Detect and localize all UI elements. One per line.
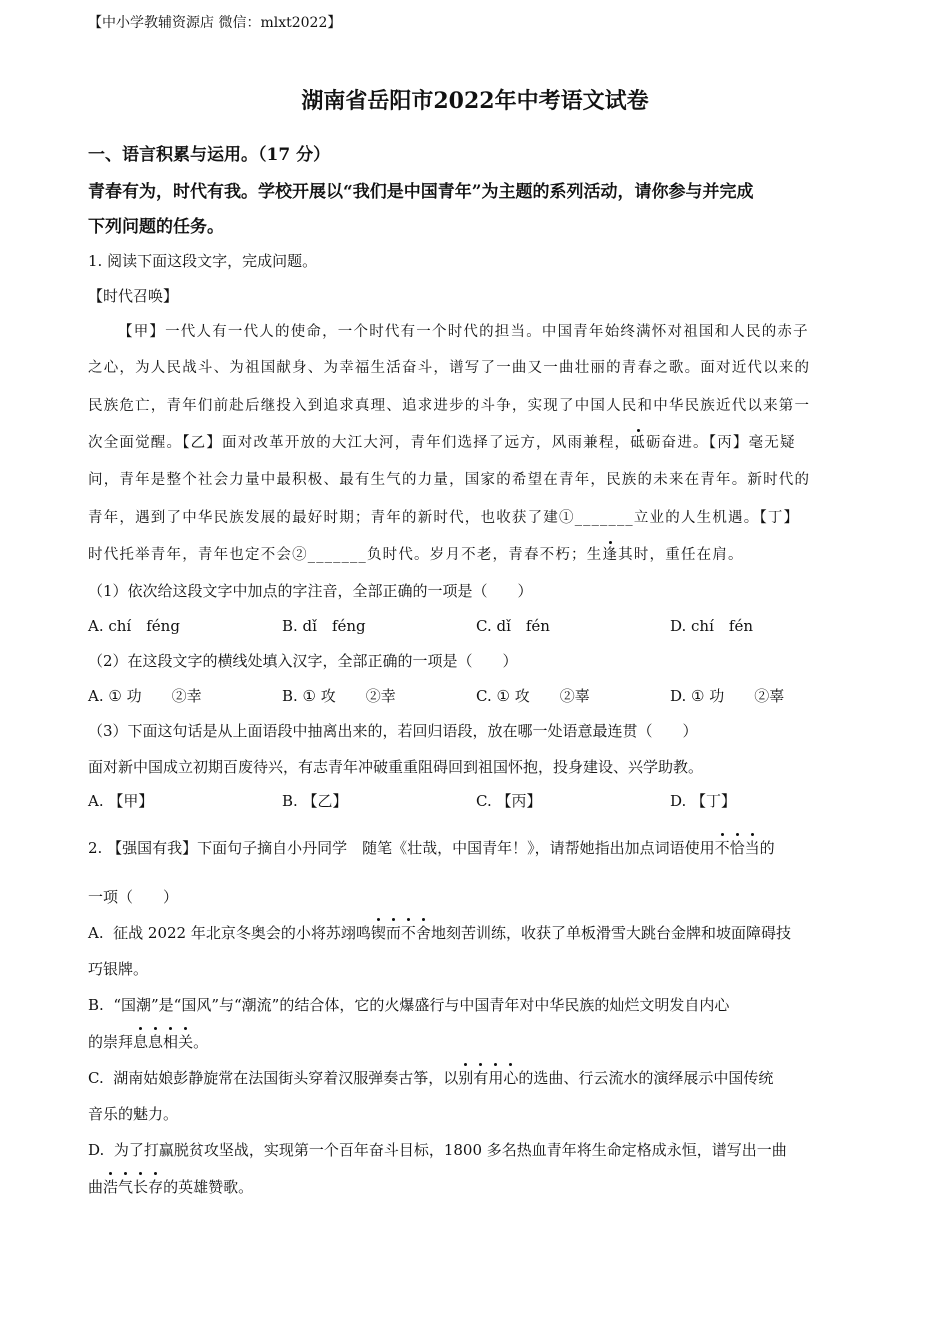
option-q2-a-line-1 xyxy=(88,922,791,943)
emphasis-dot-char: 用 xyxy=(488,1069,504,1087)
sub-question-2: （2）在这段文字的横线处填入汉字，全部正确的一项是（ ） xyxy=(88,652,518,670)
question-2-line-1 xyxy=(88,837,775,858)
emphasis-dot-char: 而 xyxy=(385,924,401,942)
page-header: 【中小学教辅资源店 微信：mlxt2022】 xyxy=(88,15,342,31)
emphasis-dot-char: 浩 xyxy=(103,1178,119,1196)
emphasis-dot-char: 当 xyxy=(744,839,760,857)
passage-line-7 xyxy=(88,543,744,564)
question-2-line-2: 一项（ ） xyxy=(88,888,179,906)
emphasis-dot-char: 舍 xyxy=(415,924,431,942)
passage-line-3: 民族危亡，青年们前赴后继投入到追求真理、追求进步的斗争，实现了中国人民和中华民族近代以来第一 xyxy=(88,398,811,414)
option-d-tail: 的英雄赞歌。 xyxy=(163,1178,254,1196)
option-1b: B. dǐ féng xyxy=(282,617,366,635)
passage-line-6: 青年，遇到了中华民族发展的最好时期；青年的新时代，也收获了建①_______立业的人生机遇。【丁】 xyxy=(88,510,800,526)
dotted-word-c xyxy=(458,1069,518,1087)
emphasis-dot-char: 不 xyxy=(400,924,416,942)
option-1a: A. chí féng xyxy=(88,617,180,635)
question-1-tag: 【时代召唤】 xyxy=(88,287,179,305)
question-2-tail: 的 xyxy=(759,839,775,857)
passage-line-2: 之心，为人民战斗、为祖国献身、为幸福生活奋斗，谱写了一曲又一曲壮丽的青春之歌。面对近代以来的 xyxy=(88,360,811,376)
option-1d: D. chí fén xyxy=(670,617,753,635)
option-2d: D. ① 功 ②辜 xyxy=(670,687,785,705)
passage-line-7-text: 时代托举青年，青年也定不会②_______负时代。岁月不老，青春不朽；生 xyxy=(88,547,603,563)
option-c-tail: 的选曲、行云流水的演绎展示中国传统 xyxy=(518,1069,774,1087)
dotted-word-budangdang xyxy=(715,839,760,857)
passage-line-1: 【甲】一代人有一代人的使命，一个时代有一个时代的担当。中国青年始终满怀对祖国和人民的赤子 xyxy=(118,324,809,340)
dotted-character-1: 砥 xyxy=(630,435,646,451)
option-label: D. xyxy=(88,1141,105,1159)
option-2a: A. ① 功 ②幸 xyxy=(88,687,202,705)
passage-line-4 xyxy=(88,431,796,452)
sub-question-3: （3）下面这句话是从上面语段中抽离出来的，若回归语段，放在哪一处语意最连贯（ ） xyxy=(88,722,698,740)
option-q2-c-line-2: 音乐的魅力。 xyxy=(88,1105,179,1123)
passage-line-4-tail: 砺奋进。【丙】毫无疑 xyxy=(645,435,796,451)
emphasis-dot-char: 相 xyxy=(163,1033,179,1051)
option-label: A. xyxy=(88,924,104,942)
passage-line-4-text: 次全面觉醒。【乙】面对改革开放的大江大河，青年们选择了远方，风雨兼程， xyxy=(88,435,631,451)
option-3b: B. 【乙】 xyxy=(282,792,348,810)
option-q2-c-line-1 xyxy=(88,1067,773,1088)
emphasis-dot-char: 气 xyxy=(118,1178,134,1196)
option-label: B. xyxy=(88,996,104,1014)
passage-line-7-tail: 其时，重任在肩。 xyxy=(618,547,744,563)
option-a-tail: 地刻苦训练，收获了单板滑雪大跳台金牌和坡面障碍技 xyxy=(430,924,791,942)
option-d-head: 曲 xyxy=(88,1178,104,1196)
passage-line-5: 问，青年是整个社会力量中最积极、最有生气的力量，国家的希望在青年，民族的未来在青年。新时代的 xyxy=(88,472,811,488)
option-b-head: 的崇拜 xyxy=(88,1033,134,1051)
option-c-text: 湖南姑娘彭静旋常在法国街头穿着汉服弹奏古筝，以 xyxy=(113,1069,459,1087)
option-q2-d-line-1 xyxy=(88,1139,787,1160)
option-q2-b-line-2 xyxy=(88,1031,208,1052)
option-q2-b-line-1 xyxy=(88,994,729,1015)
emphasis-dot-char: 存 xyxy=(148,1178,164,1196)
section-intro-line-1: 青春有为，时代有我。学校开展以“我们是中国青年”为主题的系列活动，请你参与并完成 xyxy=(88,182,754,202)
emphasis-dot-char: 别 xyxy=(458,1069,474,1087)
option-1c: C. dǐ fén xyxy=(476,617,550,635)
option-d-text: 为了打赢脱贫攻坚战，实现第一个百年奋斗目标，1800 多名热血青年将生命定格成永恒，谱写出一曲 xyxy=(113,1141,787,1159)
option-2c: C. ① 攻 ②辜 xyxy=(476,687,590,705)
dotted-character-2: 逢 xyxy=(602,547,619,563)
emphasis-dot-char: 锲 xyxy=(370,924,386,942)
emphasis-dot-char: 有 xyxy=(473,1069,489,1087)
option-b-text: “国潮”是“国风”与“潮流”的结合体，它的火爆盛行与中国青年对中华民族的灿烂文明发自内心 xyxy=(113,996,730,1014)
option-q2-d-line-2 xyxy=(88,1176,253,1197)
option-q2-a-line-2: 巧银牌。 xyxy=(88,960,149,978)
emphasis-dot-char: 不 xyxy=(714,839,730,857)
option-2b: B. ① 攻 ②幸 xyxy=(282,687,396,705)
section-heading: 一、语言积累与运用。（17 分） xyxy=(88,145,331,165)
emphasis-dot-char: 关 xyxy=(178,1033,194,1051)
option-label: C. xyxy=(88,1069,104,1087)
dotted-word-d xyxy=(103,1178,163,1196)
emphasis-dot-char: 心 xyxy=(503,1069,519,1087)
option-3d: D. 【丁】 xyxy=(670,792,737,810)
extracted-sentence: 面对新中国成立初期百废待兴，有志青年冲破重重阻碍回到祖国怀抱，投身建设、兴学助教。 xyxy=(88,758,704,776)
question-1-prompt: 1. 阅读下面这段文字，完成问题。 xyxy=(88,252,318,270)
sub-question-1: （1）依次给这段文字中加点的字注音，全部正确的一项是（ ） xyxy=(88,582,533,600)
emphasis-dot-char: 长 xyxy=(133,1178,149,1196)
option-3a: A. 【甲】 xyxy=(88,792,154,810)
dotted-word-b xyxy=(133,1033,193,1051)
dotted-word-a xyxy=(371,924,431,942)
emphasis-dot-char: 息 xyxy=(133,1033,149,1051)
option-3c: C. 【丙】 xyxy=(476,792,542,810)
section-intro-line-2: 下列问题的任务。 xyxy=(88,217,224,237)
option-a-text: 征战 2022 年北京冬奥会的小将苏翊鸣 xyxy=(113,924,371,942)
question-2-text: 2. 【强国有我】下面句子摘自小丹同学 随笔《壮哉，中国青年！》，请帮她指出加点词语使用 xyxy=(88,839,715,857)
page-title: 湖南省岳阳市2022年中考语文试卷 xyxy=(301,88,649,114)
emphasis-dot-char: 恰 xyxy=(729,839,745,857)
option-b-tail: 。 xyxy=(193,1033,209,1051)
emphasis-dot-char: 息 xyxy=(148,1033,164,1051)
